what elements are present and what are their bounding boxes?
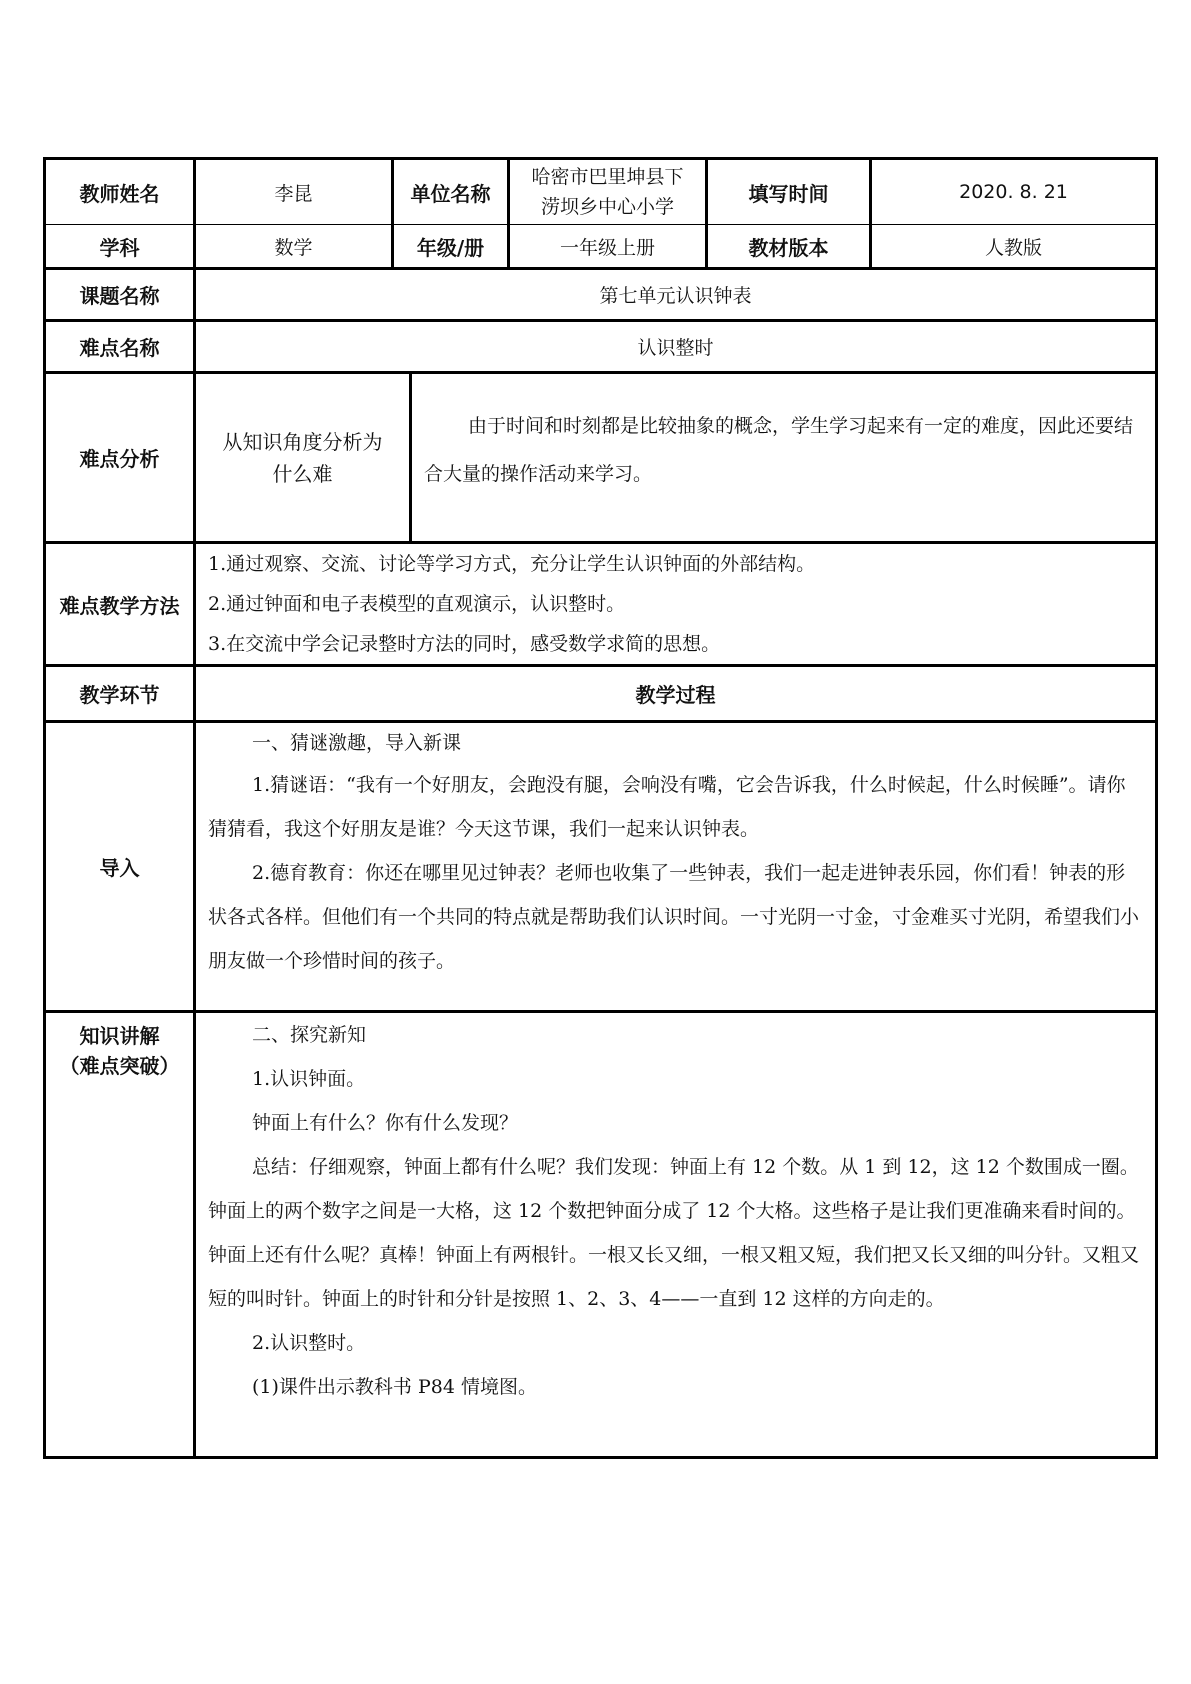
analysis-sub-label-line1: 从知识角度分析为 — [222, 429, 383, 454]
process-title: 教学过程 — [195, 666, 1157, 722]
intro-cell — [195, 722, 1157, 1012]
analysis-label: 难点分析 — [45, 373, 195, 543]
analysis-row — [45, 373, 1157, 543]
unit-value-line1: 哈密市巴里坤县下 — [531, 166, 684, 188]
teacher-label: 教师姓名 — [45, 159, 195, 225]
date-label: 填写时间 — [707, 159, 871, 225]
header-row-1 — [45, 159, 1157, 225]
lesson-plan-table — [43, 157, 1158, 1459]
knowledge-summary: 总结：仔细观察，钟面上都有什么呢？我们发现：钟面上有 12 个数。从 1 到 12，这 12 个数围成一圈。钟面上的两个数字之间是一大格，这 12 个数把钟面分成了 12 个大格。这些格子是让我们更准确来看时间的。钟面上还有什么呢？真棒！钟面上有两根针。一根又长又细，一根又粗又短，我们把又长又细的叫分针。又粗又短的叫时针。钟面上的时针和分针是按照 1、2、3、4——一直到 12 这样的方向走的。 — [208, 1156, 1140, 1310]
knowledge-label — [45, 1012, 195, 1458]
difficulty-row — [45, 321, 1157, 373]
analysis-sub-label-line2: 什么难 — [272, 461, 333, 486]
subject-value: 数学 — [195, 225, 393, 269]
knowledge-step-1: 1.认识钟面。 — [252, 1068, 366, 1090]
knowledge-question: 钟面上有什么？你有什么发现？ — [252, 1112, 519, 1134]
knowledge-label-line1: 知识讲解 — [79, 1024, 160, 1048]
knowledge-step-2: 2.认识整时。 — [252, 1332, 366, 1354]
lesson-plan-sheet — [43, 157, 1155, 1459]
grade-label: 年级/册 — [393, 225, 509, 269]
method-item-2: 2.通过钟面和电子表模型的直观演示，认识整时。 — [208, 593, 626, 615]
topic-row — [45, 269, 1157, 321]
unit-value-line2: 涝坝乡中心小学 — [540, 196, 674, 218]
intro-heading: 一、猜谜激趣，导入新课 — [252, 732, 462, 754]
knowledge-heading: 二、探究新知 — [252, 1024, 367, 1046]
subject-label: 学科 — [45, 225, 195, 269]
topic-label: 课题名称 — [45, 269, 195, 321]
process-header-row — [45, 666, 1157, 722]
intro-row — [45, 722, 1157, 1012]
topic-value: 第七单元认识钟表 — [195, 269, 1157, 321]
edition-label: 教材版本 — [707, 225, 871, 269]
analysis-text-cell — [411, 373, 1157, 543]
method-item-1: 1.通过观察、交流、讨论等学习方式，充分让学生认识钟面的外部结构。 — [208, 553, 816, 575]
methods-cell — [195, 543, 1157, 666]
teacher-value: 李昆 — [195, 159, 393, 225]
intro-label: 导入 — [45, 722, 195, 1012]
knowledge-label-line2: （难点突破） — [59, 1054, 180, 1078]
header-row-2 — [45, 225, 1157, 269]
date-value: 2020. 8. 21 — [871, 159, 1157, 225]
unit-value — [509, 159, 707, 225]
intro-paragraph-2: 2.德育教育：你还在哪里见过钟表？老师也收集了一些钟表，我们一起走进钟表乐园，你们看！钟表的形状各式各样。但他们有一个共同的特点就是帮助我们认识时间。一寸光阴一寸金，寸金难买寸光阴，希望我们小朋友做一个珍惜时间的孩子。 — [208, 862, 1140, 972]
intro-paragraph-1: 1.猜谜语：“我有一个好朋友，会跑没有腿，会响没有嘴，它会告诉我，什么时候起，什么时候睡”。请你猜猜看，我这个好朋友是谁？今天这节课，我们一起来认识钟表。 — [208, 774, 1126, 840]
knowledge-row — [45, 1012, 1157, 1458]
knowledge-cell — [195, 1012, 1157, 1458]
methods-label: 难点教学方法 — [45, 543, 195, 666]
method-item-3: 3.在交流中学会记录整时方法的同时，感受数学求简的思想。 — [208, 633, 721, 655]
difficulty-value: 认识整时 — [195, 321, 1157, 373]
difficulty-label: 难点名称 — [45, 321, 195, 373]
methods-row — [45, 543, 1157, 666]
analysis-text: 由于时间和时刻都是比较抽象的概念，学生学习起来有一定的难度，因此还要结合大量的操作活动来学习。 — [424, 415, 1134, 485]
grade-value: 一年级上册 — [509, 225, 707, 269]
knowledge-step-3: (1)课件出示教科书 P84 情境图。 — [252, 1376, 537, 1398]
unit-label: 单位名称 — [393, 159, 509, 225]
analysis-sub-label — [195, 373, 411, 543]
process-stage-label: 教学环节 — [45, 666, 195, 722]
edition-value: 人教版 — [871, 225, 1157, 269]
